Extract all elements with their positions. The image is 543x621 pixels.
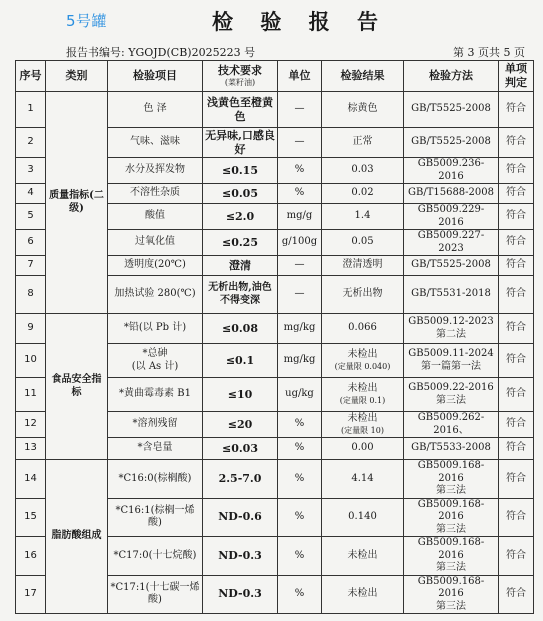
- item-name: [108, 412, 203, 438]
- verdict: 符合: [499, 378, 534, 412]
- result: [322, 314, 404, 344]
- result-value: 4.14: [351, 472, 374, 484]
- requirement: ND-0.6: [203, 498, 278, 537]
- result-limit: (定量限 0.1): [339, 395, 386, 405]
- item-name: [108, 537, 203, 576]
- row-number: 5: [16, 204, 46, 230]
- result-value: 未检出: [347, 549, 378, 561]
- item-name-line: *C17:0(十七烷酸): [113, 549, 197, 561]
- method: [404, 128, 499, 158]
- requirement: 澄清: [203, 256, 278, 276]
- result: [322, 256, 404, 276]
- requirement: ≤0.25: [203, 230, 278, 256]
- item-name-line: *黄曲霉毒素 B1: [119, 388, 191, 400]
- method: [404, 412, 499, 438]
- requirement: ND-0.3: [203, 575, 278, 614]
- method-clause: 第二法: [436, 328, 466, 340]
- method: [404, 438, 499, 460]
- unit: %: [278, 460, 322, 499]
- unit: mg/kg: [278, 314, 322, 344]
- method-clause: 第三法: [436, 523, 466, 535]
- item-name: [108, 460, 203, 499]
- result: [322, 230, 404, 256]
- category-fatty: 脂肪酸组成: [46, 460, 108, 614]
- unit: —: [278, 92, 322, 128]
- result-value: 澄清透明: [342, 259, 383, 271]
- result: [322, 378, 404, 412]
- requirement: 无异味,口感良好: [203, 128, 278, 158]
- item-name-line2: (以 As 计): [131, 360, 179, 372]
- verdict: 符合: [499, 184, 534, 204]
- method-standard: GB/T5525-2008: [411, 259, 491, 271]
- method-standard: GB5009.227-2023: [417, 230, 485, 254]
- verdict: 符合: [499, 276, 534, 314]
- unit: %: [278, 158, 322, 184]
- verdict: 符合: [499, 575, 534, 614]
- result-value: 未检出: [347, 413, 378, 425]
- verdict: 符合: [499, 344, 534, 378]
- result-value: 正常: [352, 136, 373, 148]
- report-number: 报告书编号: YGOJD(CB)2025223 号: [66, 46, 256, 59]
- item-name-line: *C17:1(十七碳一烯酸): [110, 581, 200, 606]
- unit: %: [278, 438, 322, 460]
- header-no: 序号: [16, 61, 46, 92]
- inspection-table: [15, 60, 534, 614]
- requirement: ≤0.15: [203, 158, 278, 184]
- row-number: 3: [16, 158, 46, 184]
- verdict: 符合: [499, 128, 534, 158]
- header-requirement: [203, 61, 278, 92]
- item-name: [108, 438, 203, 460]
- method-clause: 第三法: [436, 485, 466, 496]
- method: [404, 256, 499, 276]
- item-name: [108, 276, 203, 314]
- row-number: 7: [16, 256, 46, 276]
- requirement: ≤10: [203, 378, 278, 412]
- item-name: [108, 344, 203, 378]
- result: [322, 128, 404, 158]
- unit: —: [278, 276, 322, 314]
- verdict: 符合: [499, 537, 534, 576]
- method-standard: GB5009.168-2016: [417, 575, 485, 599]
- method-standard: GB5009.11-2024: [408, 348, 494, 359]
- method: [404, 314, 499, 344]
- item-name-line: 透明度(20℃): [124, 259, 186, 271]
- result: [322, 92, 404, 128]
- result-value: 0.066: [348, 322, 377, 334]
- row-number: 13: [16, 438, 46, 460]
- requirement: 浅黄色至橙黄色: [203, 92, 278, 128]
- category-safety: 食品安全指标: [46, 314, 108, 460]
- category-quality: 质量指标(二级): [46, 92, 108, 314]
- row-number: 10: [16, 344, 46, 378]
- unit: %: [278, 184, 322, 204]
- unit: %: [278, 412, 322, 438]
- method-standard: GB5009.22-2016: [408, 382, 494, 393]
- result: [322, 537, 404, 576]
- item-name: [108, 128, 203, 158]
- row-number: 8: [16, 276, 46, 314]
- item-name: [108, 230, 203, 256]
- result-value: 未检出: [347, 588, 378, 599]
- method: [404, 460, 499, 499]
- table-row: [16, 460, 534, 499]
- result: [322, 575, 404, 614]
- result-limit: (定量限 0.040): [334, 361, 391, 371]
- result-value: 0.05: [351, 236, 374, 248]
- result: [322, 498, 404, 537]
- requirement: ≤0.03: [203, 438, 278, 460]
- item-name-line: 加热试验 280(℃): [114, 288, 196, 300]
- row-number: 17: [16, 575, 46, 614]
- method-standard: GB/T5531-2018: [411, 288, 491, 300]
- row-number: 11: [16, 378, 46, 412]
- item-name-line: 不溶性杂质: [130, 187, 180, 199]
- item-name: [108, 92, 203, 128]
- row-number: 12: [16, 412, 46, 438]
- item-name: [108, 204, 203, 230]
- method-standard: GB5009.229-2016: [417, 204, 485, 228]
- row-number: 9: [16, 314, 46, 344]
- unit: %: [278, 498, 322, 537]
- method: [404, 537, 499, 576]
- header-method: 检验方法: [404, 61, 499, 92]
- row-number: 15: [16, 498, 46, 537]
- result: [322, 184, 404, 204]
- method-standard: GB5009.262-2016、: [417, 412, 485, 436]
- item-name-line: *C16:0(棕榈酸): [118, 472, 192, 484]
- table-header-row: [16, 61, 534, 92]
- item-name-line: *铅(以 Pb 计): [123, 322, 187, 334]
- verdict: 符合: [499, 158, 534, 184]
- verdict: 符合: [499, 438, 534, 460]
- method-standard: GB5009.168-2016: [417, 537, 485, 561]
- table-row: [16, 92, 534, 128]
- item-name-line: 色 泽: [143, 103, 167, 115]
- row-number: 1: [16, 92, 46, 128]
- method-standard: GB/T5533-2008: [411, 442, 491, 454]
- unit: %: [278, 537, 322, 576]
- result: [322, 158, 404, 184]
- method-standard: GB/T5525-2008: [411, 136, 491, 148]
- item-name-line: *溶剂残留: [132, 418, 178, 430]
- verdict: 符合: [499, 498, 534, 537]
- method: [404, 575, 499, 614]
- result: [322, 344, 404, 378]
- unit: %: [278, 575, 322, 614]
- requirement: ≤0.05: [203, 184, 278, 204]
- result-value: 无析出物: [342, 288, 383, 300]
- method: [404, 378, 499, 412]
- header-item: 检验项目: [108, 61, 203, 92]
- header-requirement-sub: (菜籽油): [224, 77, 256, 87]
- item-name-line: *含皂量: [137, 442, 173, 454]
- method-standard: GB5009.236-2016: [417, 158, 485, 182]
- method-standard: GB/T15688-2008: [407, 187, 494, 199]
- result-value: 1.4: [354, 210, 371, 222]
- unit: g/100g: [278, 230, 322, 256]
- method-clause: 第一篇第一法: [421, 360, 481, 372]
- item-name: [108, 256, 203, 276]
- result-value: 棕黄色: [347, 103, 378, 115]
- item-name-line: *C16:1(棕榈一烯酸): [115, 504, 195, 529]
- result-value: 未检出: [347, 383, 378, 395]
- requirement: 2.5-7.0: [203, 460, 278, 499]
- method: [404, 204, 499, 230]
- result-value: 0.00: [351, 442, 374, 454]
- row-number: 16: [16, 537, 46, 576]
- result-limit: (定量限 10): [341, 425, 384, 435]
- verdict: 符合: [499, 230, 534, 256]
- verdict: 符合: [499, 460, 534, 499]
- method: [404, 230, 499, 256]
- method-standard: GB5009.168-2016: [417, 460, 485, 484]
- method: [404, 498, 499, 537]
- tank-label: 5号罐: [66, 12, 108, 30]
- item-name-line: 气味、滋味: [130, 136, 180, 148]
- result-value: 0.140: [348, 511, 377, 522]
- verdict: 符合: [499, 92, 534, 128]
- requirement: ≤0.1: [203, 344, 278, 378]
- item-name: [108, 184, 203, 204]
- result: [322, 460, 404, 499]
- item-name-line: 过氧化值: [135, 236, 175, 248]
- verdict: 符合: [499, 412, 534, 438]
- header-verdict: 单项判定: [499, 61, 534, 92]
- item-name-line: *总砷: [142, 348, 168, 359]
- method: [404, 184, 499, 204]
- requirement: ≤2.0: [203, 204, 278, 230]
- row-number: 6: [16, 230, 46, 256]
- verdict: 符合: [499, 204, 534, 230]
- method: [404, 344, 499, 378]
- header-requirement-label: 技术要求: [218, 64, 262, 78]
- page-indicator: 第 3 页共 5 页: [453, 46, 525, 59]
- requirement: 无析出物,油色不得变深: [203, 276, 278, 314]
- item-name: [108, 378, 203, 412]
- header-category: 类别: [46, 61, 108, 92]
- unit: —: [278, 256, 322, 276]
- verdict: 符合: [499, 314, 534, 344]
- item-name: [108, 314, 203, 344]
- method-standard: GB5009.168-2016: [417, 498, 485, 522]
- method: [404, 158, 499, 184]
- result-value: 0.03: [351, 164, 374, 176]
- method-standard: GB/T5525-2008: [411, 103, 491, 115]
- result: [322, 438, 404, 460]
- unit: mg/g: [278, 204, 322, 230]
- unit: —: [278, 128, 322, 158]
- unit: ug/kg: [278, 378, 322, 412]
- requirement: ≤20: [203, 412, 278, 438]
- result-value: 0.02: [351, 187, 374, 199]
- result: [322, 412, 404, 438]
- header-unit: 单位: [278, 61, 322, 92]
- method-clause: 第三法: [436, 562, 466, 573]
- result: [322, 204, 404, 230]
- report-title: 检 验 报 告: [212, 9, 388, 34]
- requirement: ND-0.3: [203, 537, 278, 576]
- method: [404, 92, 499, 128]
- item-name-line: 水分及挥发物: [125, 164, 185, 176]
- row-number: 4: [16, 184, 46, 204]
- method-standard: GB5009.12-2023: [408, 316, 494, 327]
- row-number: 2: [16, 128, 46, 158]
- method-clause: 第三法: [436, 600, 466, 612]
- method-clause: 第三法: [436, 394, 466, 406]
- unit: mg/kg: [278, 344, 322, 378]
- result-value: 未检出: [347, 349, 378, 361]
- table-row: [16, 314, 534, 344]
- requirement: ≤0.08: [203, 314, 278, 344]
- item-name: [108, 158, 203, 184]
- item-name-line: 酸值: [145, 210, 165, 222]
- result: [322, 276, 404, 314]
- method: [404, 276, 499, 314]
- header-result: 检验结果: [322, 61, 404, 92]
- item-name: [108, 575, 203, 614]
- row-number: 14: [16, 460, 46, 499]
- verdict: 符合: [499, 256, 534, 276]
- item-name: [108, 498, 203, 537]
